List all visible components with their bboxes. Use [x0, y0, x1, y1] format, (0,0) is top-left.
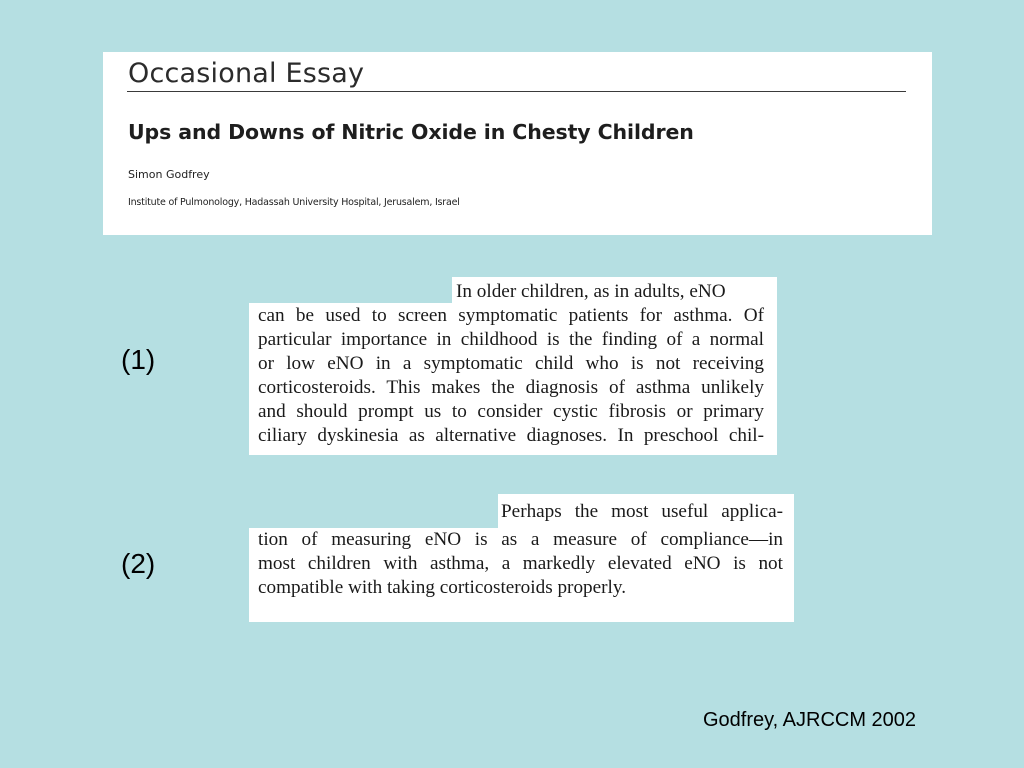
excerpt-line: tion of measuring eNO is as a measure of compliance—in: [258, 529, 783, 550]
citation: Godfrey, AJRCCM 2002: [703, 709, 917, 731]
excerpt-1: [249, 277, 777, 455]
excerpt-line: compatible with taking corticosteroids properly.: [258, 577, 627, 598]
excerpt-line: or low eNO in a symptomatic child who is not receiving: [258, 353, 764, 374]
excerpt-notch: [249, 277, 452, 303]
excerpt-line: In older children, as in adults, eNO: [456, 281, 726, 302]
excerpt-line: most children with asthma, a markedly elevated eNO is not: [258, 553, 783, 574]
section-title: Occasional Essay: [128, 58, 365, 89]
excerpt-line: ciliary dyskinesia as alternative diagnoses. In preschool chil-: [258, 425, 764, 446]
excerpt-line: corticosteroids. This makes the diagnosis of asthma unlikely: [258, 377, 764, 398]
excerpt-2: [249, 494, 794, 622]
excerpt-label-2: (2): [121, 548, 156, 579]
excerpt-line: and should prompt us to consider cystic fibrosis or primary: [258, 401, 764, 422]
article-header: [103, 52, 932, 235]
excerpt-notch: [249, 494, 498, 528]
excerpt-line: Perhaps the most useful applica-: [501, 501, 783, 522]
excerpt-label-1: (1): [121, 344, 156, 375]
excerpt-line: can be used to screen symptomatic patients for asthma. Of: [258, 305, 764, 326]
article-title: Ups and Downs of Nitric Oxide in Chesty Children: [128, 120, 694, 144]
author-affiliation: Institute of Pulmonology, Hadassah University Hospital, Jerusalem, Israel: [128, 197, 460, 208]
header-rule: [127, 91, 906, 92]
excerpt-line: particular importance in childhood is the finding of a normal: [258, 329, 764, 350]
author-name: Simon Godfrey: [128, 168, 210, 181]
